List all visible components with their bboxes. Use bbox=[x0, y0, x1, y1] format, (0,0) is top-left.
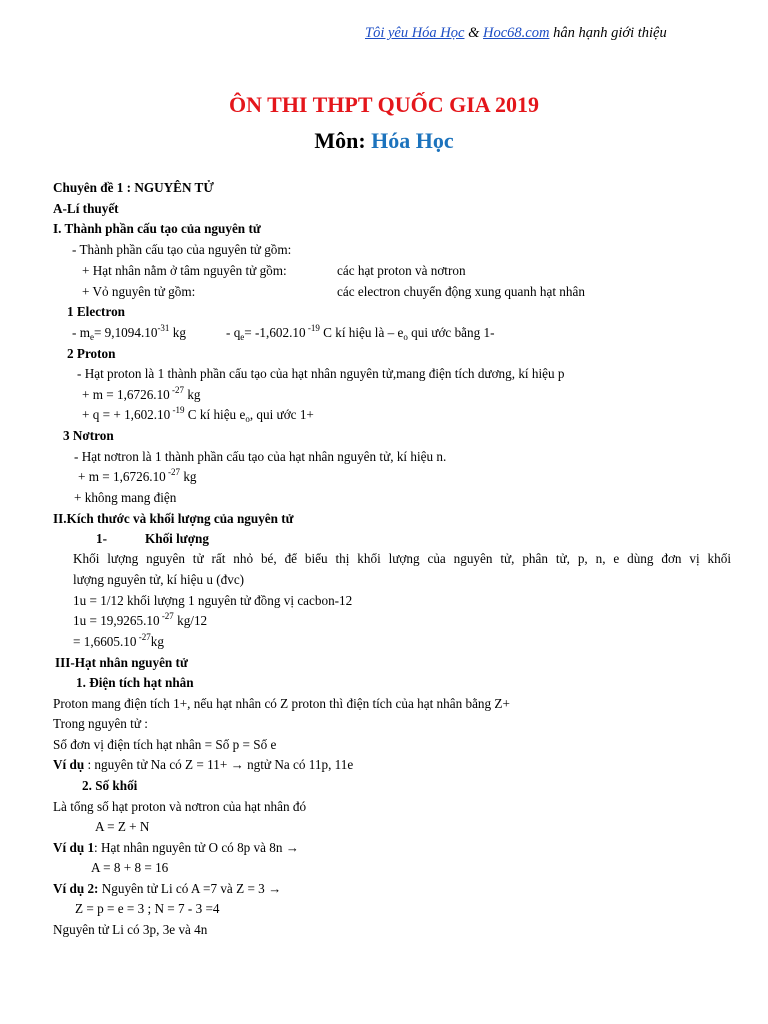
s3-sub1: 1. Điện tích hạt nhân bbox=[76, 675, 194, 690]
s1-intro: - Thành phần cấu tạo của nguyên tử gồm: bbox=[72, 242, 292, 257]
header-amp: & bbox=[464, 25, 483, 41]
s3-example2-calc: Z = p = e = 3 ; N = 7 - 3 =4 bbox=[75, 901, 220, 916]
header-credit bbox=[365, 24, 667, 42]
s2-def1: 1u = 1/12 khối lượng 1 nguyên tử đồng vị cacbon-12 bbox=[73, 593, 353, 608]
s2-def2: 1u = 19,9265.10 $^{-27}$ kg/12 bbox=[73, 611, 208, 628]
section-a-heading: A-Lí thuyết bbox=[53, 201, 119, 216]
s3-p2: Trong nguyên tử : bbox=[53, 716, 148, 731]
neutron-heading: 3 Nơtron bbox=[63, 428, 114, 443]
s1-nucleus-label: + Hạt nhân nằm ở tâm nguyên tử gồm: bbox=[82, 263, 287, 278]
s3-formula: A = Z + N bbox=[95, 819, 150, 834]
subject-line bbox=[0, 126, 768, 156]
topic-heading: Chuyên đề 1 : NGUYÊN TỬ bbox=[53, 180, 214, 195]
arrow-icon: → bbox=[230, 757, 244, 772]
link-toi-yeu-hoa-hoc[interactable]: Tôi yêu Hóa Học bbox=[365, 25, 465, 41]
neutron-charge: + không mang điện bbox=[74, 490, 177, 505]
electron-charge: - $q_e= -1,602.10$ $^{-19}$ C kí hiệu là – $e_o$ qui ước bằng 1- bbox=[226, 323, 495, 342]
subject-value: Hóa Học bbox=[371, 128, 454, 153]
s2-sub-number: 1- bbox=[96, 531, 107, 546]
s1-shell-value: các electron chuyển động xung quanh hạt nhân bbox=[337, 284, 585, 299]
s2-sub-title: Khối lượng bbox=[145, 531, 209, 546]
s3-p4: Là tổng số hạt proton và nơtron của hạt nhân đó bbox=[53, 799, 307, 814]
section-1-heading: I. Thành phần cấu tạo của nguyên tử bbox=[53, 221, 261, 236]
s3-p3: Số đơn vị điện tích hạt nhân = Số p = Số e bbox=[53, 737, 277, 752]
header-intro-text: hân hạnh giới thiệu bbox=[549, 25, 667, 41]
s3-example2-result: Nguyên tử Li có 3p, 3e và 4n bbox=[53, 922, 208, 937]
proton-charge: + q = + 1,602.10 $^{-19}$ C kí hiệu $e_o$, qui ước 1+ bbox=[82, 405, 314, 424]
electron-mass: - $m_e= 9,1094.10^{-31}$ kg bbox=[72, 323, 186, 342]
section-2-heading: II.Kích thước và khối lượng của nguyên tử bbox=[53, 511, 294, 526]
proton-heading: 2 Proton bbox=[67, 346, 116, 361]
s2-def3: = 1,6605.10 $^{-27}$kg bbox=[73, 632, 164, 649]
s3-example1: Ví dụ 1: Hạt nhân nguyên tử O có 8p và 8n → bbox=[53, 840, 299, 855]
proton-mass: + m = 1,6726.10 $^{-27}$ kg bbox=[82, 385, 201, 402]
s3-p1: Proton mang điện tích 1+, nếu hạt nhân có Z proton thì điện tích của hạt nhân bằng Z+ bbox=[53, 696, 510, 711]
s2-para-line2: lượng nguyên tử, kí hiệu u (đvc) bbox=[73, 572, 245, 587]
neutron-mass: + m = 1,6726.10 $^{-27}$ kg bbox=[78, 467, 197, 484]
neutron-desc: - Hạt nơtron là 1 thành phần cấu tạo của hạt nhân nguyên tử, kí hiệu n. bbox=[74, 449, 447, 464]
subject-label: Môn: bbox=[314, 128, 366, 153]
s1-nucleus-value: các hạt proton và nơtron bbox=[337, 263, 466, 278]
s2-para-line1: Khối lượng nguyên tử rất nhỏ bé, để biểu thị khối lượng của nguyên tử, phân tử, p, n, e dùng đơn vị khối bbox=[73, 551, 731, 566]
link-hoc68[interactable]: Hoc68.com bbox=[483, 25, 550, 41]
page-title: ÔN THI THPT QUỐC GIA 2019 bbox=[229, 92, 539, 117]
s3-example2: Ví dụ 2: Nguyên tử Li có A =7 và Z = 3 → bbox=[53, 881, 282, 896]
s1-shell-label: + Vỏ nguyên tử gồm: bbox=[82, 284, 196, 299]
electron-heading: 1 Electron bbox=[67, 304, 125, 319]
proton-desc: - Hạt proton là 1 thành phần cấu tạo của hạt nhân nguyên tử,mang điện tích dương, kí hiệu p bbox=[77, 366, 565, 381]
s3-example1-calc: A = 8 + 8 = 16 bbox=[91, 860, 169, 875]
s3-sub2: 2. Số khối bbox=[82, 778, 138, 793]
section-3-heading: III-Hạt nhân nguyên tử bbox=[55, 655, 188, 670]
s3-example: Ví dụ : nguyên tử Na có Z = 11+ → ngtử Na có 11p, 11e bbox=[53, 757, 354, 772]
